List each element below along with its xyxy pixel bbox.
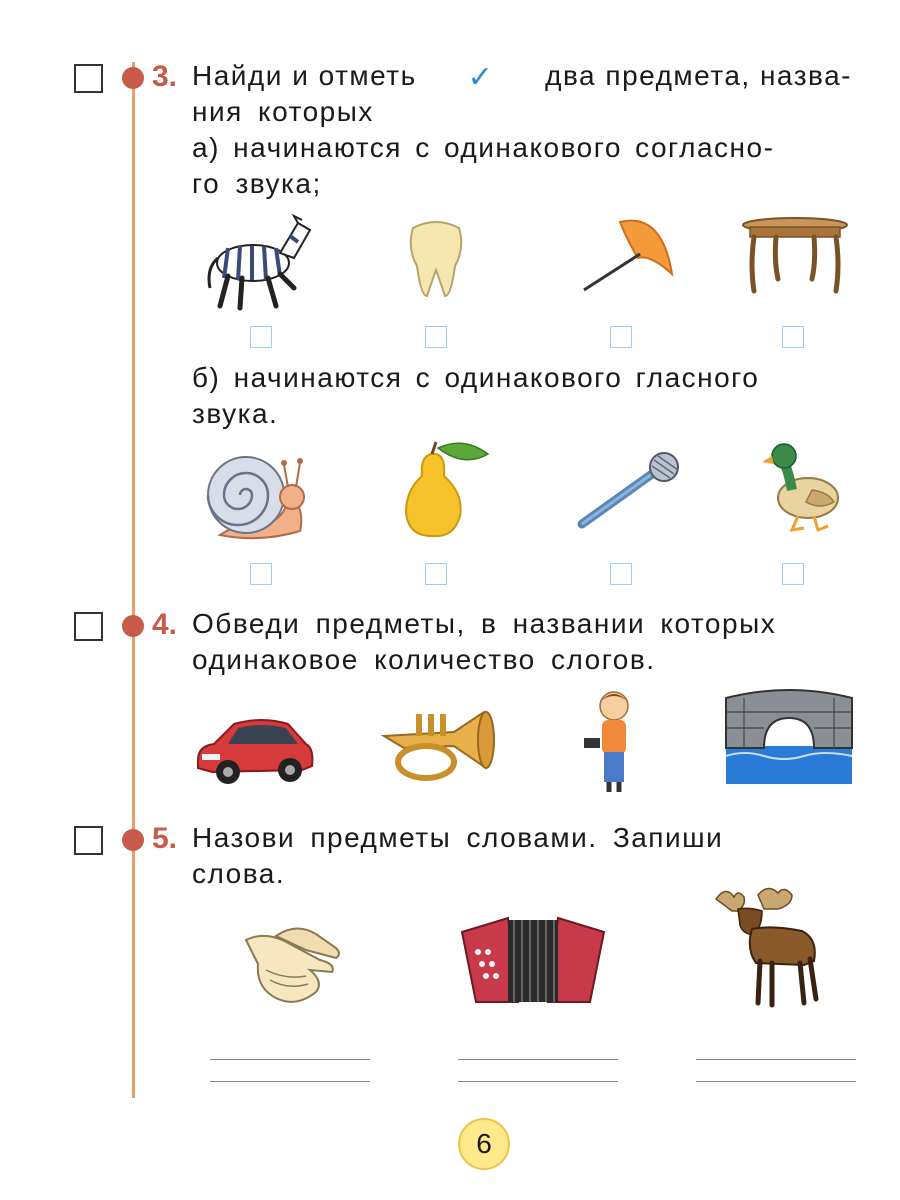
answer-box-table[interactable] xyxy=(782,326,804,348)
task4-checkbox[interactable] xyxy=(74,612,103,641)
task3-instruction-line2: ния которых xyxy=(192,96,374,127)
check-mark-icon: ✓ xyxy=(467,61,495,94)
task3-part-b-line2: звука. xyxy=(192,398,279,429)
page-margin-line xyxy=(132,62,135,1098)
zebra-icon xyxy=(198,208,318,313)
gloves-icon xyxy=(236,920,344,1012)
trumpet-icon xyxy=(374,706,500,786)
task5-instruction-line2: слова. xyxy=(192,858,286,889)
task4-number: 4. xyxy=(152,608,178,641)
answer-box-zebra[interactable] xyxy=(250,326,272,348)
answer-box-umbrella[interactable] xyxy=(610,326,632,348)
boy-icon xyxy=(582,688,644,796)
task3-number: 3. xyxy=(152,60,178,93)
pear-icon xyxy=(402,440,492,540)
task3-instruction-line1 xyxy=(192,60,852,95)
write-line-3a[interactable] xyxy=(696,1059,856,1060)
write-line-3b[interactable] xyxy=(696,1081,856,1082)
task3-text-end: два предмета, назва- xyxy=(545,60,852,91)
write-line-1b[interactable] xyxy=(210,1081,370,1082)
task3-checkbox[interactable] xyxy=(74,64,103,93)
task3-text-start: Найди и отметь xyxy=(192,60,417,91)
car-icon xyxy=(192,710,317,790)
umbrella-icon xyxy=(580,214,675,296)
task5-number: 5. xyxy=(152,822,178,855)
answer-box-pear[interactable] xyxy=(425,563,447,585)
table-icon xyxy=(740,215,850,295)
answer-box-duck[interactable] xyxy=(782,563,804,585)
moose-icon xyxy=(712,885,827,1010)
write-line-2b[interactable] xyxy=(458,1081,618,1082)
snail-icon xyxy=(200,445,310,545)
microphone-icon xyxy=(574,452,686,530)
task3-part-b-line1: б) начинаются с одинакового гласного xyxy=(192,362,760,393)
tooth-icon xyxy=(405,218,467,300)
answer-box-tooth[interactable] xyxy=(425,326,447,348)
bridge-icon xyxy=(724,688,854,786)
accordion-icon xyxy=(458,912,608,1007)
write-line-1a[interactable] xyxy=(210,1059,370,1060)
task4-instruction-line2: одинаковое количество слогов. xyxy=(192,644,656,675)
page-number: 6 xyxy=(458,1118,510,1170)
task3-part-a-line1: а) начинаются с одинакового согласно- xyxy=(192,132,775,163)
task5-instruction-line1: Назови предметы словами. Запиши xyxy=(192,822,724,853)
write-line-2a[interactable] xyxy=(458,1059,618,1060)
task5-checkbox[interactable] xyxy=(74,826,103,855)
task5-bullet xyxy=(122,829,144,851)
answer-box-microphone[interactable] xyxy=(610,563,632,585)
task3-bullet xyxy=(122,67,144,89)
task4-bullet xyxy=(122,615,144,637)
task3-part-a-line2: го звука; xyxy=(192,168,322,199)
task4-instruction-line1: Обведи предметы, в названии которых xyxy=(192,608,777,639)
answer-box-snail[interactable] xyxy=(250,563,272,585)
duck-icon xyxy=(762,440,842,535)
